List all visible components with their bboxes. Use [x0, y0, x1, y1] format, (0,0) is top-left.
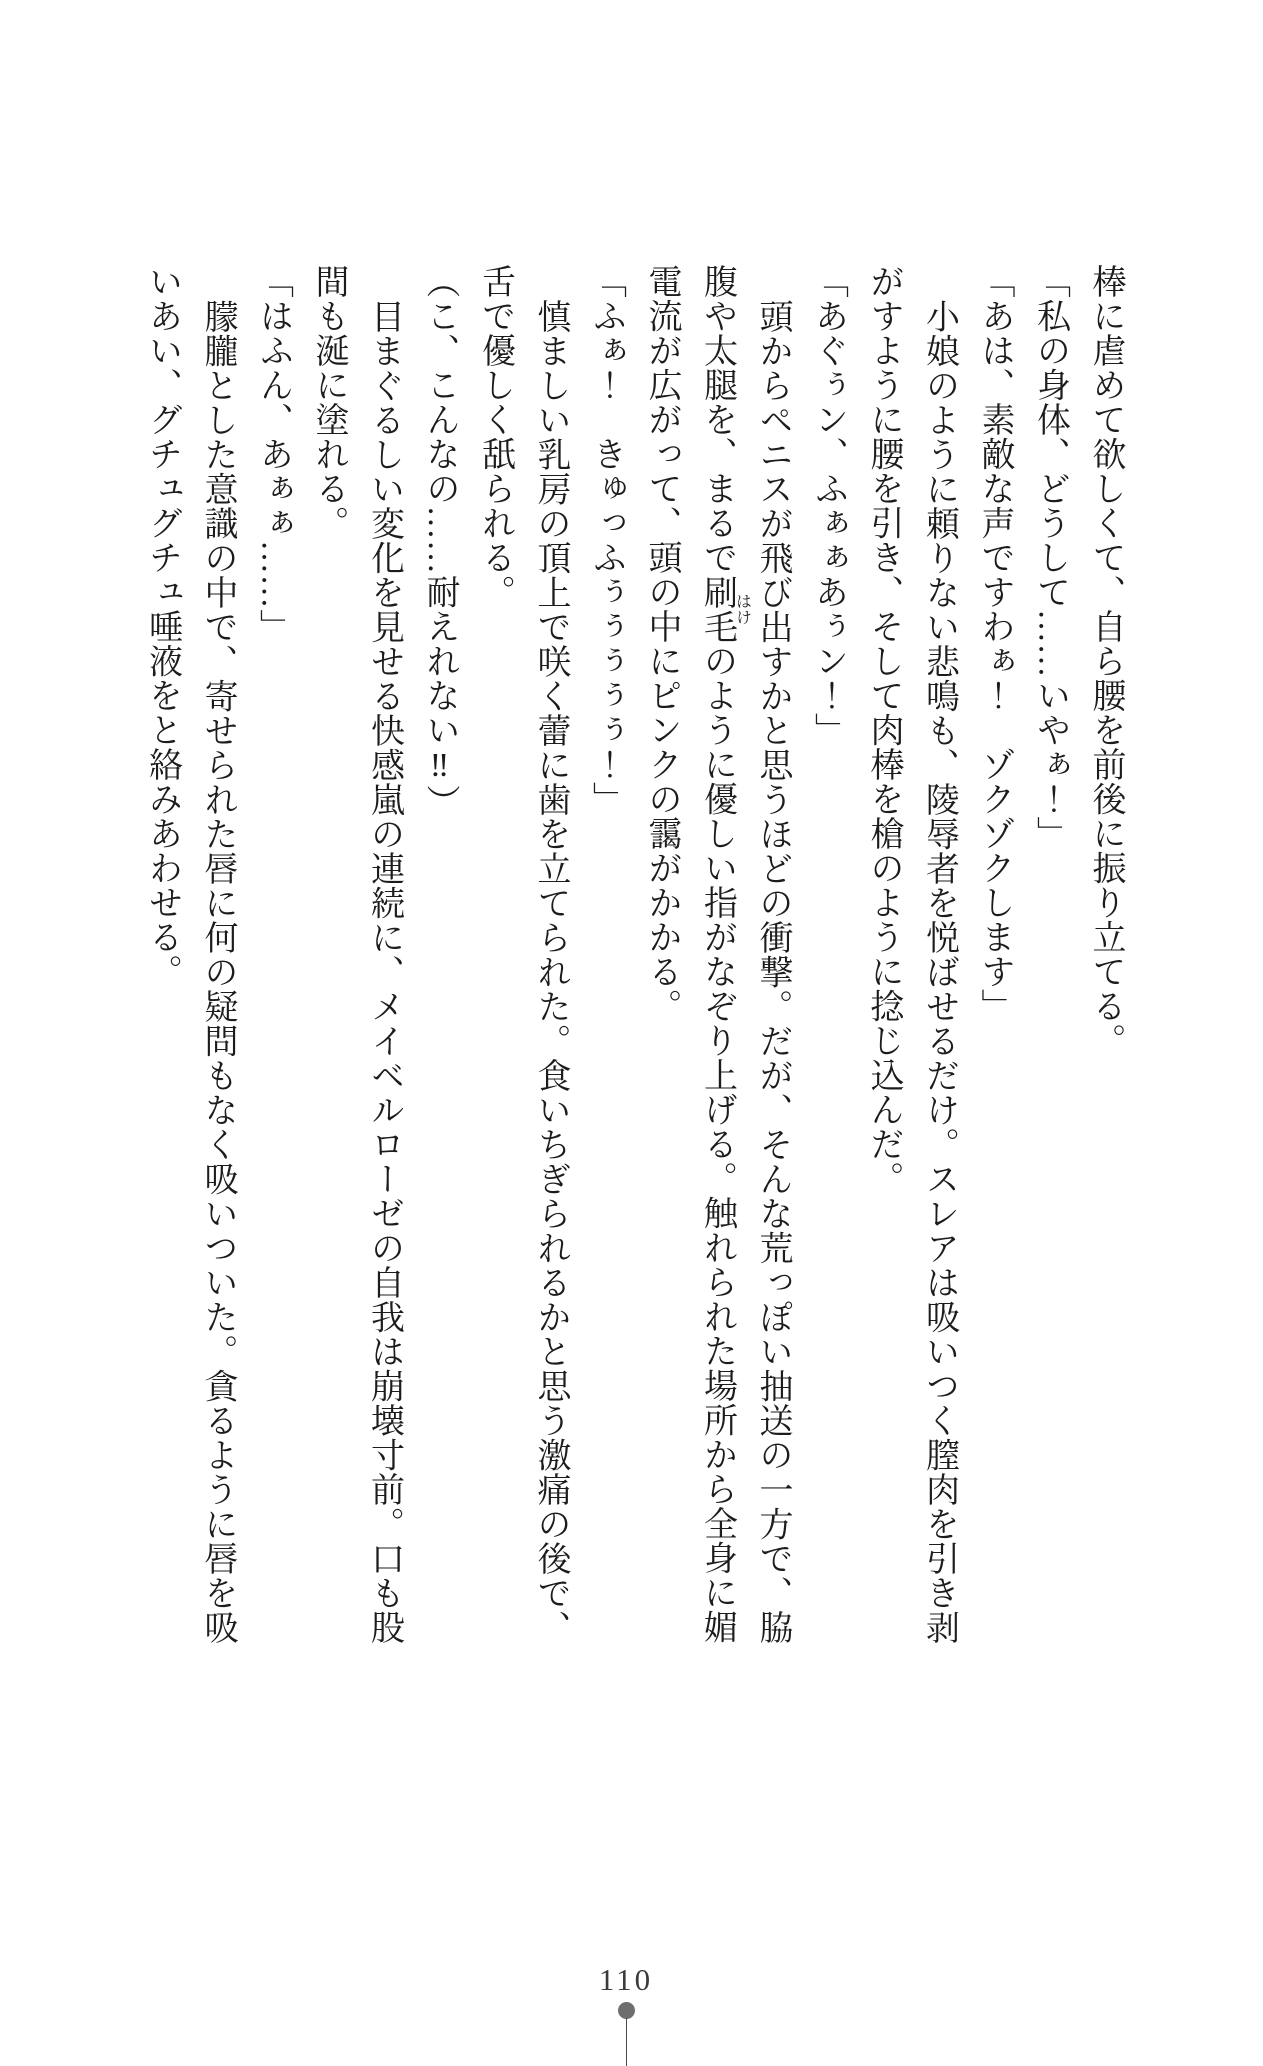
footer-dot-ornament: [618, 2002, 635, 2019]
paragraph-dialogue: 「はふん、あぁぁ……」: [254, 264, 292, 644]
footer-stem-line: [626, 2018, 628, 2066]
paragraph-dialogue: 「ふぁ！ きゅっふぅぅぅぅぅ！」: [587, 264, 625, 816]
paragraph-narrative: 慎ましい乳房の頂上で咲く蕾に歯を立てられた。食いちぎられるかと思う激痛の後で、舌で優しく舐られる。: [476, 264, 569, 1645]
ruby-base: 刷毛: [698, 574, 736, 644]
paragraph-dialogue: 「あぐぅン、ふぁぁあぅン！」: [809, 264, 847, 747]
vertical-text-block: [131, 264, 1133, 1650]
ruby-after-text: のように優しい指がなぞり上げる。触れられた場所から全身に媚電流が広がって、頭の中にピンクの靄がかかる。: [643, 264, 736, 1644]
paragraph-dialogue: 「私の身体、どうして……いやぁ！」: [1031, 264, 1069, 851]
paragraph-narrative: 朦朧とした意識の中で、寄せられた唇に何の疑問もなく吸いついた。貪るように唇を吸いあい、グチュグチュ唾液をと絡みあわせる。: [143, 264, 236, 1645]
furigana: はけ: [733, 574, 751, 644]
paragraph-continuation: 棒に虐めて欲しくて、自ら腰を前後に振り立てる。: [1087, 264, 1124, 1058]
paragraph-narrative: 小娘のように頼りない悲鳴も、陵辱者を悦ばせるだけ。スレアは吸いつく膣肉を引き剥がすように腰を引き、そして肉棒を槍のように捻じ込んだ。: [865, 264, 958, 1645]
paragraph-inner-thought: （こ、こんなの……耐えれない‼）: [421, 264, 458, 819]
paragraph-narrative: 目まぐるしい変化を見せる快感嵐の連続に、メイベルローゼの自我は崩壊寸前。口も股間も涎に塗れる。: [310, 264, 403, 1645]
ruby-before-text: 頭からペニスが飛び出すかと思うほどの衝撃。だが、そんな荒っぽい抽送の一方で、脇腹や太腿を、まるで: [698, 264, 791, 1645]
paragraph-dialogue: 「あは、素敵な声ですわぁ！ ゾクゾクします」: [976, 264, 1013, 1023]
ruby-annotated-word: [698, 574, 751, 644]
page-number: 110: [598, 1962, 654, 1997]
paragraph-narrative-with-ruby: [634, 264, 801, 1650]
